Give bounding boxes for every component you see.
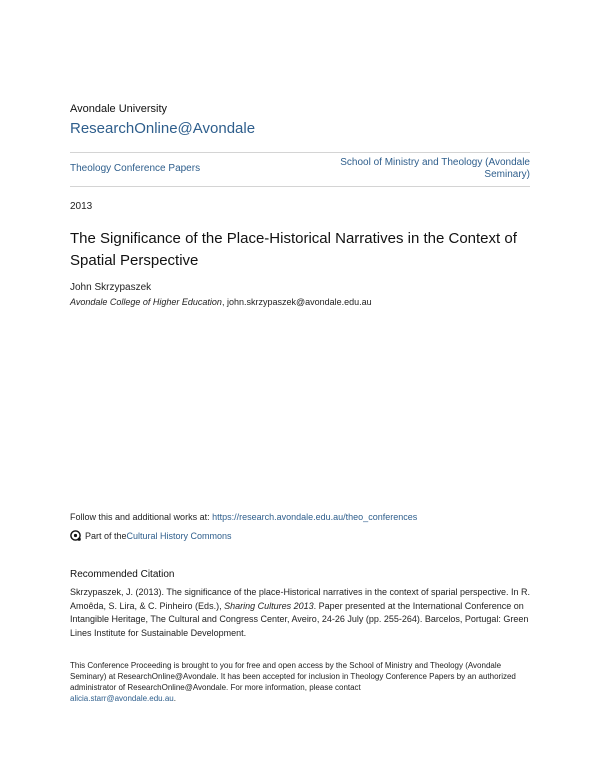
collection-link-theology[interactable]: Theology Conference Papers: [70, 163, 201, 174]
author-name: John Skrzypaszek: [70, 282, 152, 293]
follow-line: [70, 512, 417, 522]
contact-email-link[interactable]: alicia.starr@avondale.edu.au: [70, 694, 174, 703]
citation-text-after: . Paper presented at the International Conference on Intangible Heritage, The Cultural and Congress Center, Aveiro, 24-26 July (pp. 255-264). Barcelos, Portugal: Green Lines Institute for Sustainable Development.: [70, 600, 529, 638]
network-commons-icon: [70, 530, 81, 541]
divider-top: [70, 152, 530, 153]
citation-heading: Recommended Citation: [70, 569, 175, 580]
notice-text: This Conference Proceeding is brought to you for free and open access by the School of Ministry and Theology (Avondale Seminary) at ResearchOnline@Avondale. It has been accepted for inclusion in Theology Conference Papers by an authorized administrator of ResearchOnline@Avondale. For more information, please contact: [70, 661, 516, 692]
citation-text-before: Skrzypaszek, J. (2013). The significance of the place-Historical narratives in the context of sparial perspective. In R. Amoêda, S. Lira, & C. Pinheiro (Eds.),: [70, 587, 531, 611]
author-affiliation: [70, 297, 372, 307]
repository-link[interactable]: ResearchOnline@Avondale: [70, 120, 256, 137]
publication-year: 2013: [70, 201, 93, 212]
part-of-prefix: Part of the: [85, 530, 127, 541]
notice-end: .: [173, 694, 176, 703]
part-of-line: [70, 530, 232, 541]
paper-title: The Significance of the Place-Historical Narratives in the Context of Spatial Perspective: [70, 230, 517, 269]
collection-link-school[interactable]: School of Ministry and Theology (Avondale Seminary): [340, 157, 530, 180]
citation-book-title: Sharing Cultures 2013: [224, 600, 314, 611]
affiliation-institution: Avondale College of Higher Education: [70, 297, 222, 307]
divider-bottom: [70, 186, 530, 187]
follow-url-link[interactable]: https://research.avondale.edu.au/theo_conferences: [212, 512, 418, 522]
follow-prefix: Follow this and additional works at:: [70, 512, 213, 522]
university-name: Avondale University: [70, 103, 168, 115]
cultural-history-commons-link[interactable]: Cultural History Commons: [126, 530, 232, 541]
access-notice: [70, 660, 532, 704]
affiliation-email: , john.skrzypaszek@avondale.edu.au: [221, 297, 372, 307]
citation-text: [70, 586, 532, 640]
